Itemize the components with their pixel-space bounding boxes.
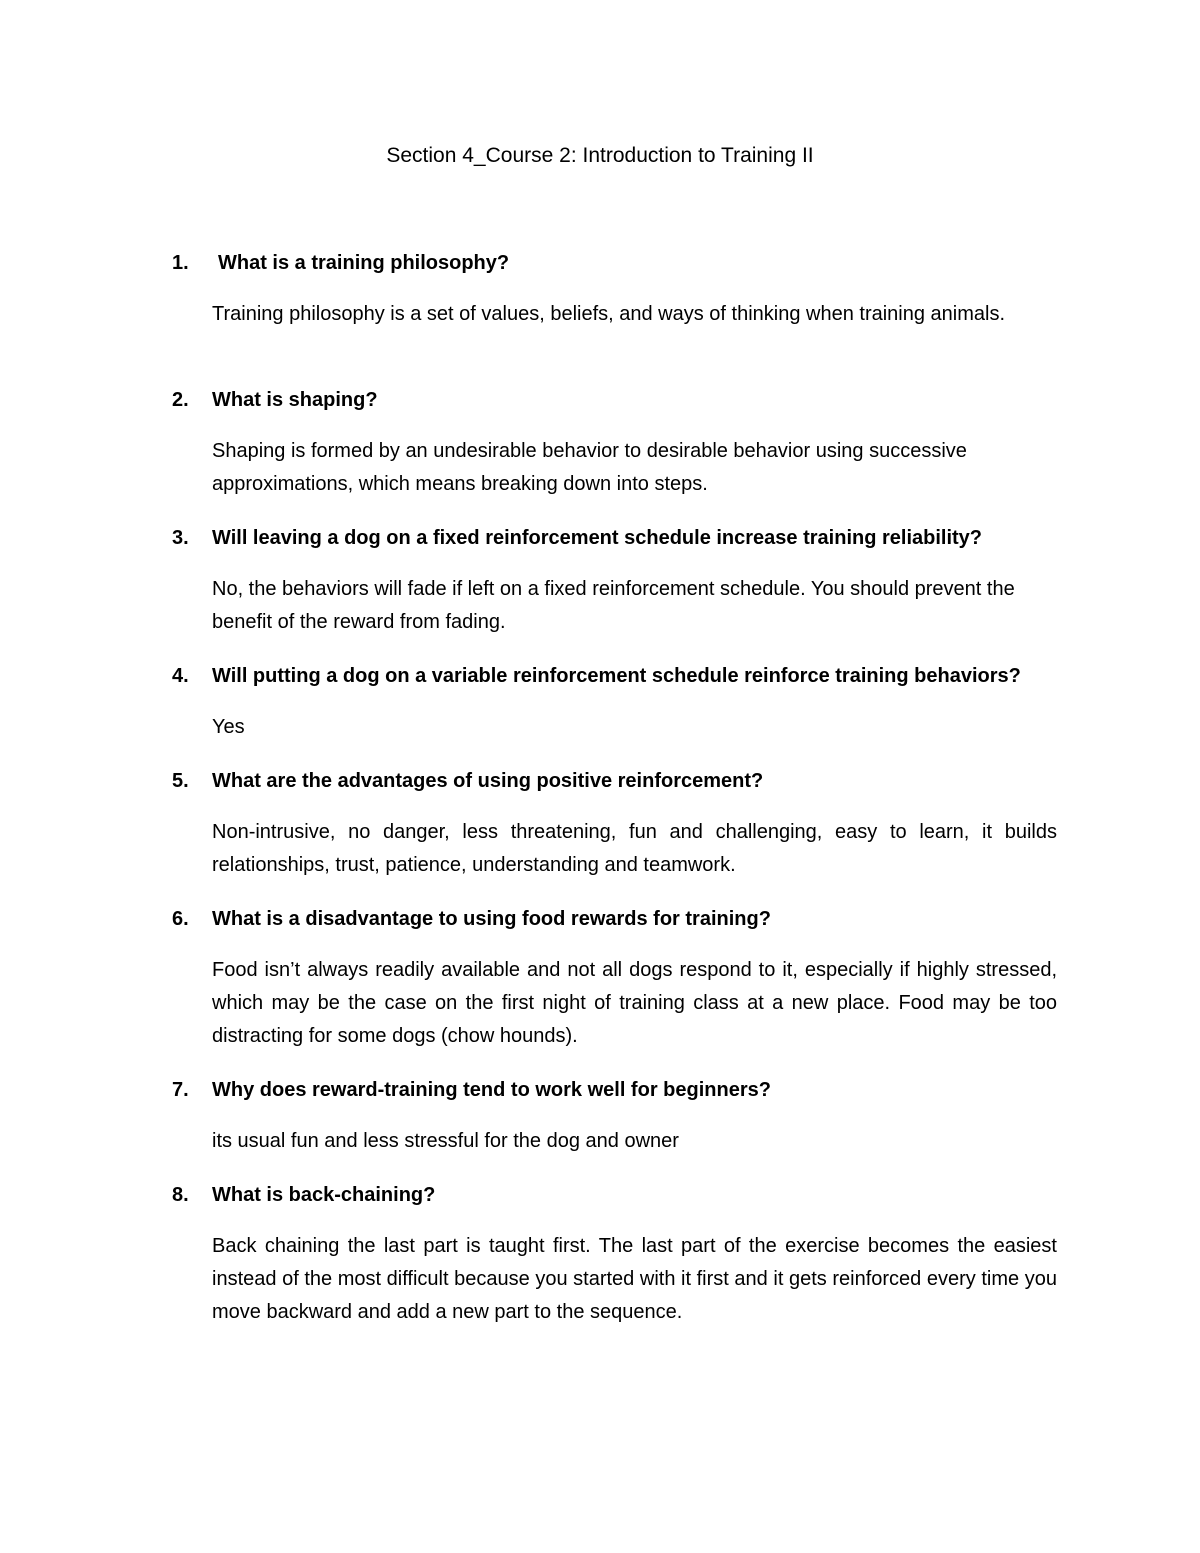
- question-text: Why does reward-training tend to work well for beginners?: [212, 1079, 771, 1101]
- answer-text: Food isn’t always readily available and not all dogs respond to it, especially if highly stressed, which may be the case on the first night of training class at a new place. Food may be too distracting for some dogs (chow hounds).: [212, 959, 1057, 1047]
- question-number: 5.: [172, 770, 189, 792]
- question-text: What is a training philosophy?: [218, 252, 510, 274]
- answer-text: Training philosophy is a set of values, beliefs, and ways of thinking when training animals.: [212, 303, 1006, 325]
- question-text: What is a disadvantage to using food rewards for training?: [212, 908, 771, 930]
- question-text: What is shaping?: [212, 389, 378, 411]
- answer-text: No, the behaviors will fade if left on a fixed reinforcement schedule. You should prevent the benefit of the reward from fading.: [212, 578, 1015, 633]
- question-number: 1.: [172, 252, 189, 274]
- question-text: What is back-chaining?: [212, 1184, 436, 1206]
- question-text: Will leaving a dog on a fixed reinforcement schedule increase training reliability?: [212, 527, 983, 549]
- answer-text: Back chaining the last part is taught first. The last part of the exercise becomes the easiest instead of the most difficult because you started with it first and it gets reinforced every time you move backward and add a new part to the sequence.: [212, 1235, 1057, 1323]
- question-number: 8.: [172, 1184, 189, 1206]
- document-title: Section 4_Course 2: Introduction to Training II: [386, 144, 814, 167]
- question-number: 7.: [172, 1079, 189, 1101]
- question-text: Will putting a dog on a variable reinforcement schedule reinforce training behaviors?: [212, 665, 1021, 687]
- question-text: What are the advantages of using positive reinforcement?: [212, 770, 764, 792]
- question-number: 2.: [172, 389, 189, 411]
- question-number: 6.: [172, 908, 189, 930]
- answer-text: Non-intrusive, no danger, less threatening, fun and challenging, easy to learn, it builds relationships, trust, patience, understanding and teamwork.: [212, 821, 1057, 876]
- question-number: 4.: [172, 665, 189, 687]
- answer-text: Yes: [212, 716, 245, 738]
- question-number: 3.: [172, 527, 189, 549]
- answer-text: its usual fun and less stressful for the dog and owner: [212, 1130, 679, 1152]
- answer-text: Shaping is formed by an undesirable behavior to desirable behavior using successive approximations, which means breaking down into steps.: [212, 440, 967, 495]
